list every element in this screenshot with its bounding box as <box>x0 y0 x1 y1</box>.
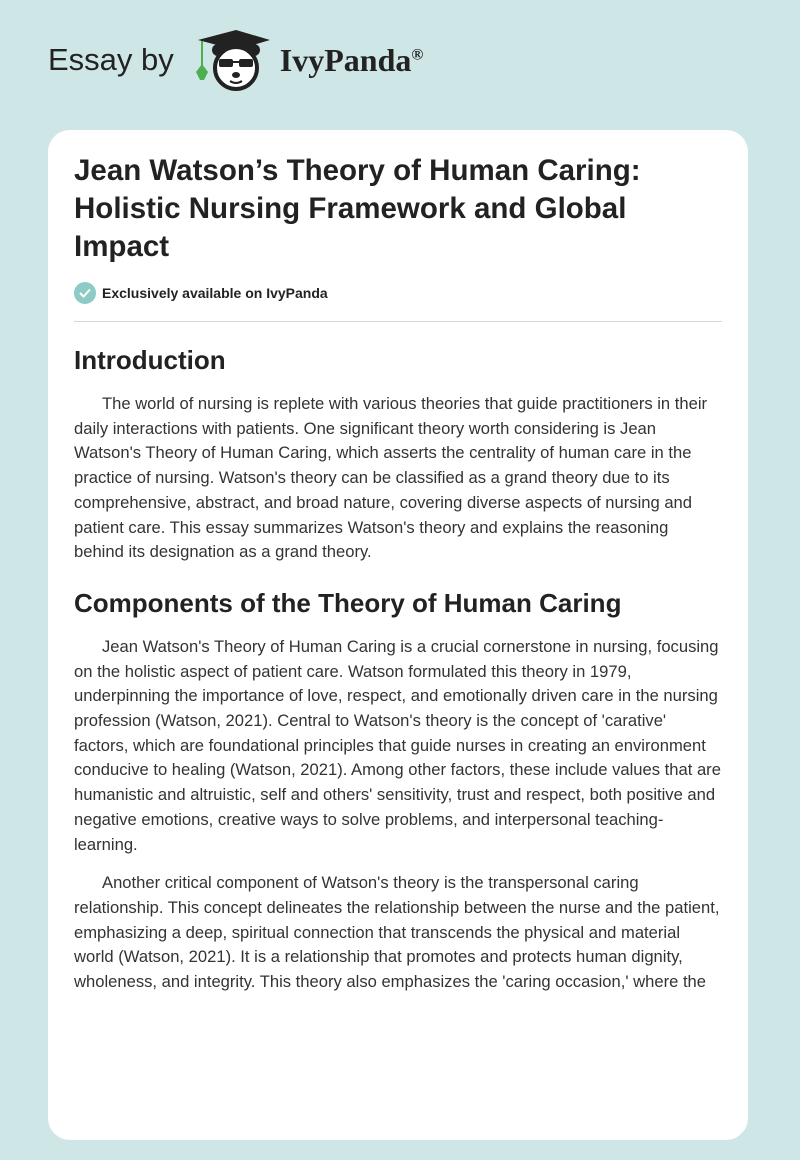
panda-logo-icon <box>192 28 272 92</box>
essay-by-label: Essay by <box>48 42 174 77</box>
brand-name: IvyPanda® <box>279 41 424 78</box>
check-icon <box>74 282 96 304</box>
site-logo[interactable] <box>48 32 423 88</box>
exclusive-badge <box>74 282 722 304</box>
essay-card <box>48 130 748 1140</box>
paragraph: Another critical component of Watson's theory is the transpersonal caring relationship. This concept delineates the relationship between the nurse and the patient, emphasizing a deep, spiritual connection that transcends the physical and material world (Watson, 2021). It is a relationship that promotes and protects human dignity, wholeness, and integrity. This theory also emphasizes the 'caring occasion,' where the <box>74 873 720 992</box>
badge-text: Exclusively available on IvyPanda <box>102 285 328 301</box>
section-heading: Introduction <box>74 345 226 375</box>
divider <box>74 321 722 322</box>
paragraph: The world of nursing is replete with various theories that guide practitioners in their daily interactions with patients. One significant theory worth considering is Jean Watson's Theory of Human Caring, which asserts the centrality of human care in the practice of nursing. Watson's theory can be classified as a grand theory due to its comprehensive, abstract, and broad nature, covering diverse aspects of nursing and patient care. This essay summarizes Watson's theory and explains the reasoning behind its designation as a grand theory. <box>74 394 708 562</box>
paragraph: Jean Watson's Theory of Human Caring is a crucial cornerstone in nursing, focusing on the holistic aspect of patient care. Watson formulated this theory in 1979, underpinning the importance of love, respect, and emotionally driven care in the nursing profession (Watson, 2021). Central to Watson's theory is the concept of 'carative' factors, which are foundational principles that guide nurses in creating an environment conducive to healing (Watson, 2021). Among other factors, these include values that are humanistic and altruistic, self and others' sensitivity, trust and respect, both positive and negative emotions, creative ways to solve problems, and interpersonal teaching-learning. <box>74 636 721 854</box>
section-heading: Components of the Theory of Human Caring <box>74 587 622 618</box>
essay-title: Jean Watson’s Theory of Human Caring: Holistic Nursing Framework and Global Impact <box>74 154 641 263</box>
